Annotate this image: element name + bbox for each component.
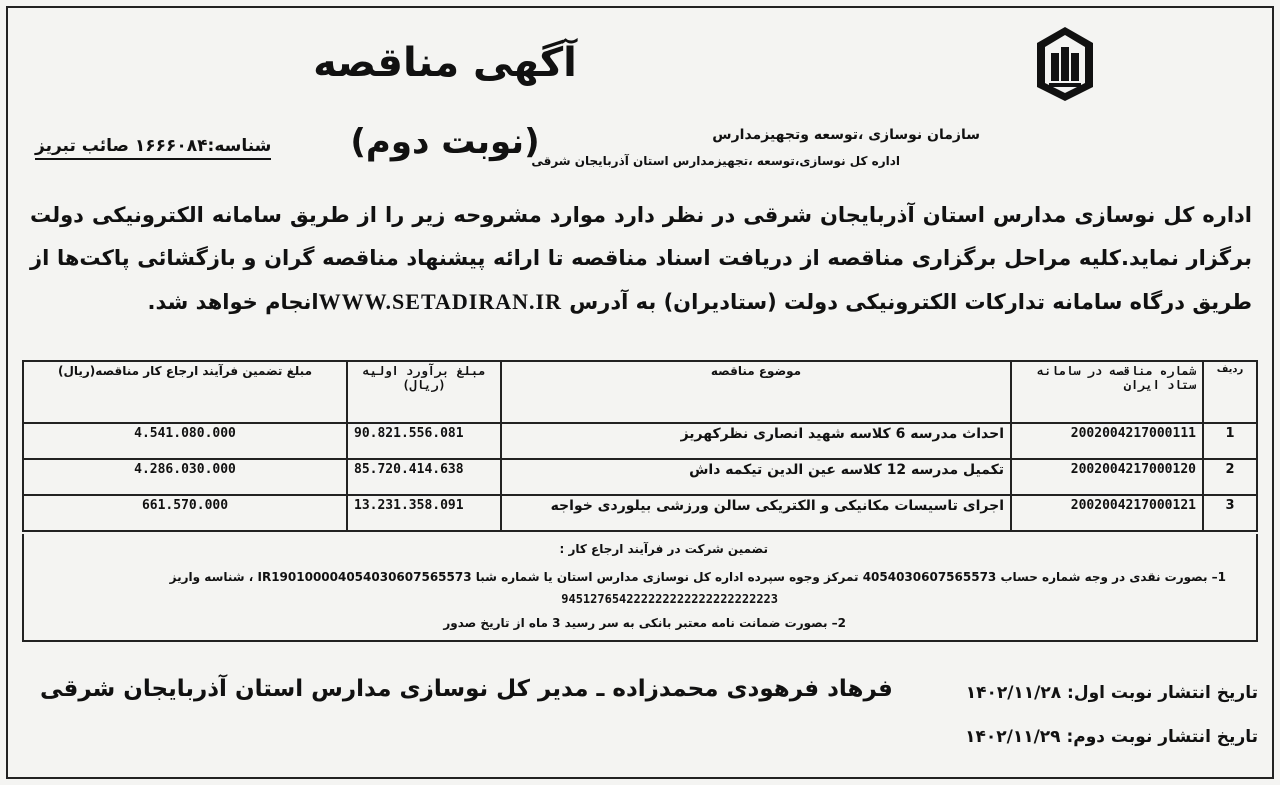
cell-subject: احداث مدرسه 6 کلاسه شهید انصاری نظرکهریز — [501, 423, 1011, 459]
publish-date-second: تاریخ انتشار نوبت دوم: ۱۴۰۲/۱۱/۲۹ — [965, 727, 1258, 747]
intro-text: اداره کل نوسازی مدارس استان آذربایجان شرقی در نظر دارد موارد مشروحه زیر را از طریق سامانه الکترونیکی دولت برگزار نماید.کلیه مراحل برگزاری مناقصه از دریافت اسناد مناقصه تا ارائه پیشنهاد مناقصه گران و بازگشائی پاکت‌ها از طریق درگاه سامانه تدارکات الکترونیکی دولت (ستادیران) به آدرس — [30, 203, 1252, 314]
cell-subject: تکمیل مدرسه 12 کلاسه عین الدین تیکمه داش — [501, 459, 1011, 495]
header-row-number — [1203, 361, 1257, 423]
cell-guarantee: 661.570.000 — [23, 495, 347, 531]
page-title: آگهی مناقصه — [313, 40, 577, 86]
cell-guarantee: 4.286.030.000 — [23, 459, 347, 495]
intro-text-end: انجام خواهد شد. — [147, 290, 319, 314]
cell-row: 1 — [1203, 423, 1257, 459]
table-row — [23, 459, 1257, 495]
signature-line: فرهاد فرهودی محمدزاده ـ مدیر کل نوسازی مدارس استان آذربایجان شرقی — [40, 676, 893, 702]
intro-paragraph — [30, 194, 1252, 324]
header-subject: موضوع مناقصه — [501, 361, 1011, 423]
publish-date-first: تاریخ انتشار نوبت اول: ۱۴۰۲/۱۱/۲۸ — [965, 683, 1258, 703]
note-cash-deposit: 1– بصورت نقدی در وجه شماره حساب 4054030607565573 تمرکز وجوه سپرده اداره کل نوسازی مدارس استان یا شماره شبا IR190100004054030607565573 ، شناسه واریز — [169, 570, 1226, 584]
organization-logo-icon — [1033, 25, 1097, 103]
cell-tender-number: 2002004217000120 — [1011, 459, 1203, 495]
header-guarantee: مبلغ تضمین فرآیند ارجاع کار مناقصه(ریال) — [23, 361, 347, 423]
table-row — [23, 495, 1257, 531]
cell-estimate: 85.720.414.638 — [347, 459, 501, 495]
table-header-row — [23, 361, 1257, 423]
tenders-table — [22, 360, 1258, 532]
cell-tender-number: 2002004217000111 — [1011, 423, 1203, 459]
guarantee-notes — [22, 534, 1258, 642]
header-tender-number: شماره مناقصه در سامانه ستاد ایران — [1011, 361, 1203, 423]
organization-name: سازمان نوسازی ،توسعه وتجهیزمدارس — [712, 127, 980, 143]
header-estimate: مبلغ برآورد اولیه (ریال) — [347, 361, 501, 423]
cell-subject: اجرای تاسیسات مکانیکی و الکتریکی سالن ورزشی بیلوردی خواجه — [501, 495, 1011, 531]
setadiran-link[interactable]: WWW.SETADIRAN.IR — [318, 289, 562, 314]
cell-row: 3 — [1203, 495, 1257, 531]
table-row — [23, 423, 1257, 459]
cell-guarantee: 4.541.080.000 — [23, 423, 347, 459]
header-row-label: ردیف — [1216, 364, 1244, 375]
cell-estimate: 90.821.556.081 — [347, 423, 501, 459]
cell-estimate: 13.231.358.091 — [347, 495, 501, 531]
note-deposit-id: 945127654222222222222222222223 — [561, 592, 778, 606]
department-name: اداره کل نوسازی،توسعه ،تجهیزمدارس استان آذربایجان شرقی — [531, 154, 900, 168]
page-subtitle: (نوبت دوم) — [350, 122, 540, 162]
notes-title: تضمین شرکت در فرآیند ارجاع کار : — [559, 542, 768, 556]
notice-id: شناسه:۱۶۶۶۰۸۴ صائب تبریز — [35, 136, 271, 160]
note-bank-guarantee: 2– بصورت ضمانت نامه معتبر بانکی به سر رسید 3 ماه از تاریخ صدور — [443, 616, 846, 630]
cell-tender-number: 2002004217000121 — [1011, 495, 1203, 531]
cell-row: 2 — [1203, 459, 1257, 495]
